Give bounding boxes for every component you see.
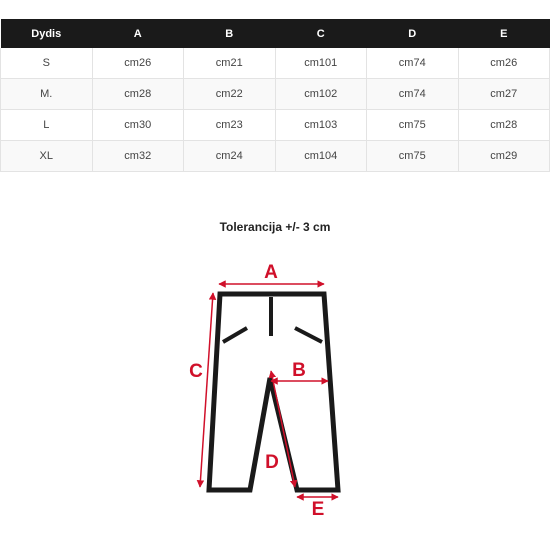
cell-a: cm26	[92, 48, 184, 79]
cell-d: cm75	[367, 141, 459, 172]
cell-e: cm27	[458, 79, 550, 110]
cell-d: cm75	[367, 110, 459, 141]
cell-d: cm74	[367, 79, 459, 110]
tolerance-note: Tolerancija +/- 3 cm	[219, 220, 331, 234]
cell-a: cm32	[92, 141, 184, 172]
cell-b: cm23	[184, 110, 276, 141]
cell-e: cm26	[458, 48, 550, 79]
cell-a: cm28	[92, 79, 184, 110]
cell-d: cm74	[367, 48, 459, 79]
label-b: B	[292, 360, 306, 381]
cell-a: cm30	[92, 110, 184, 141]
cell-c: cm103	[275, 110, 367, 141]
label-e: E	[311, 499, 325, 520]
cell-size: XL	[1, 141, 93, 172]
cell-size: S	[1, 48, 93, 79]
cell-b: cm22	[184, 79, 276, 110]
cell-e: cm29	[458, 141, 550, 172]
header-e: E	[458, 19, 550, 48]
table-row	[1, 110, 550, 141]
label-a: A	[264, 262, 278, 283]
cell-size: L	[1, 110, 93, 141]
left-pocket-line	[223, 328, 247, 342]
header-size: Dydis	[1, 19, 93, 48]
label-d: D	[265, 452, 279, 473]
table-row	[1, 48, 550, 79]
cell-c: cm102	[275, 79, 367, 110]
header-b: B	[184, 19, 276, 48]
cell-b: cm21	[184, 48, 276, 79]
table-header-row	[1, 19, 550, 48]
header-c: C	[275, 19, 367, 48]
table-row	[1, 141, 550, 172]
label-c: C	[189, 361, 203, 382]
size-table	[0, 19, 550, 172]
pants-measurement-diagram	[180, 255, 370, 525]
cell-e: cm28	[458, 110, 550, 141]
cell-b: cm24	[184, 141, 276, 172]
table-row	[1, 79, 550, 110]
cell-size: M.	[1, 79, 93, 110]
cell-c: cm101	[275, 48, 367, 79]
right-pocket-line	[295, 328, 322, 342]
header-d: D	[367, 19, 459, 48]
cell-c: cm104	[275, 141, 367, 172]
header-a: A	[92, 19, 184, 48]
